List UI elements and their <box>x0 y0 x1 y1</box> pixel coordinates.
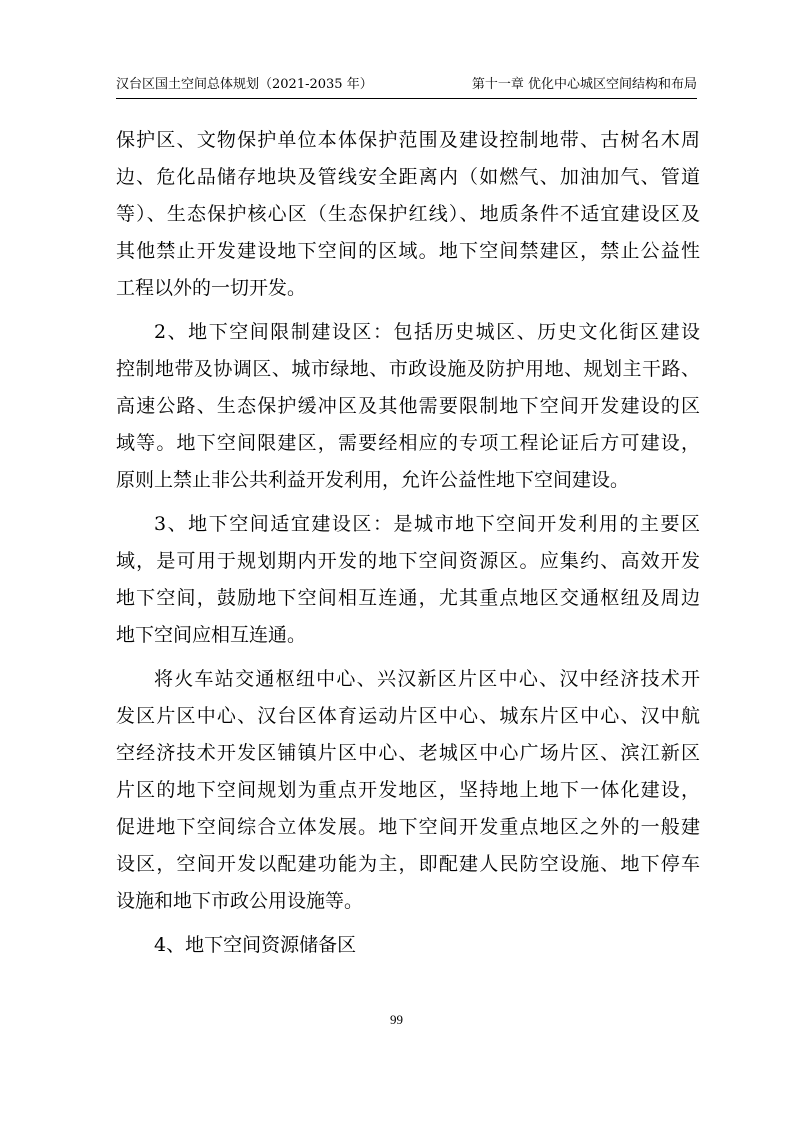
text-line: 边、危化品储存地块及管线安全距离内（如燃气、加油加气、管道 <box>116 166 700 188</box>
text-line: 其他禁止开发建设地下空间的区域。地下空间禁建区，禁止公益性 <box>116 240 700 262</box>
text-line: 设施和地下市政公用设施等。 <box>116 890 364 912</box>
text-line: 2、地下空间限制建设区：包括历史城区、历史文化街区建设 <box>154 321 700 343</box>
document-title: 汉台区国土空间总体规划（2021-2035 年） <box>116 77 373 92</box>
text-line: 原则上禁止非公共利益开发利用，允许公益性地下空间建设。 <box>116 469 630 491</box>
paragraph-restricted-zone <box>116 314 700 499</box>
text-line: 高速公路、生态保护缓冲区及其他需要限制地下空间开发建设的区 <box>116 395 700 417</box>
text-line: 4、地下空间资源储备区 <box>154 934 357 956</box>
text-line: 控制地带及协调区、城市绿地、市政设施及防护用地、规划主干路、 <box>116 358 700 380</box>
page-number: 99 <box>390 1012 403 1027</box>
chapter-title: 第十一章 优化中心城区空间结构和布局 <box>471 77 697 92</box>
text-line: 发区片区中心、汉台区体育运动片区中心、城东片区中心、汉中航 <box>116 705 700 727</box>
text-line: 域等。地下空间限建区，需要经相应的专项工程论证后方可建设， <box>116 432 700 454</box>
text-line: 保护区、文物保护单位本体保护范围及建设控制地带、古树名木周 <box>116 129 700 151</box>
text-line: 促进地下空间综合立体发展。地下空间开发重点地区之外的一般建 <box>116 816 700 838</box>
text-line: 片区的地下空间规划为重点开发地区，坚持地上地下一体化建设， <box>116 779 700 801</box>
text-line: 工程以外的一切开发。 <box>116 277 307 299</box>
text-line: 3、地下空间适宜建设区：是城市地下空间开发利用的主要区 <box>154 513 700 535</box>
text-line: 域，是可用于规划期内开发的地下空间资源区。应集约、高效开发 <box>116 550 700 572</box>
text-line: 空经济技术开发区铺镇片区中心、老城区中心广场片区、滨江新区 <box>116 742 700 764</box>
text-line: 将火车站交通枢纽中心、兴汉新区片区中心、汉中经济技术开 <box>154 668 700 690</box>
text-line: 等）、生态保护核心区（生态保护红线）、地质条件不适宜建设区及 <box>116 203 700 225</box>
page-header <box>116 74 697 99</box>
paragraph-key-development-areas <box>116 661 700 920</box>
text-line: 地下空间应相互连通。 <box>116 624 307 646</box>
body-text <box>116 122 700 971</box>
paragraph-prohibited-zone-continued <box>116 122 700 307</box>
text-line: 设区，空间开发以配建功能为主，即配建人民防空设施、地下停车 <box>116 853 700 875</box>
paragraph-suitable-zone <box>116 506 700 654</box>
paragraph-reserve-zone-heading <box>116 927 700 964</box>
text-line: 地下空间，鼓励地下空间相互连通，尤其重点地区交通枢纽及周边 <box>116 587 700 609</box>
